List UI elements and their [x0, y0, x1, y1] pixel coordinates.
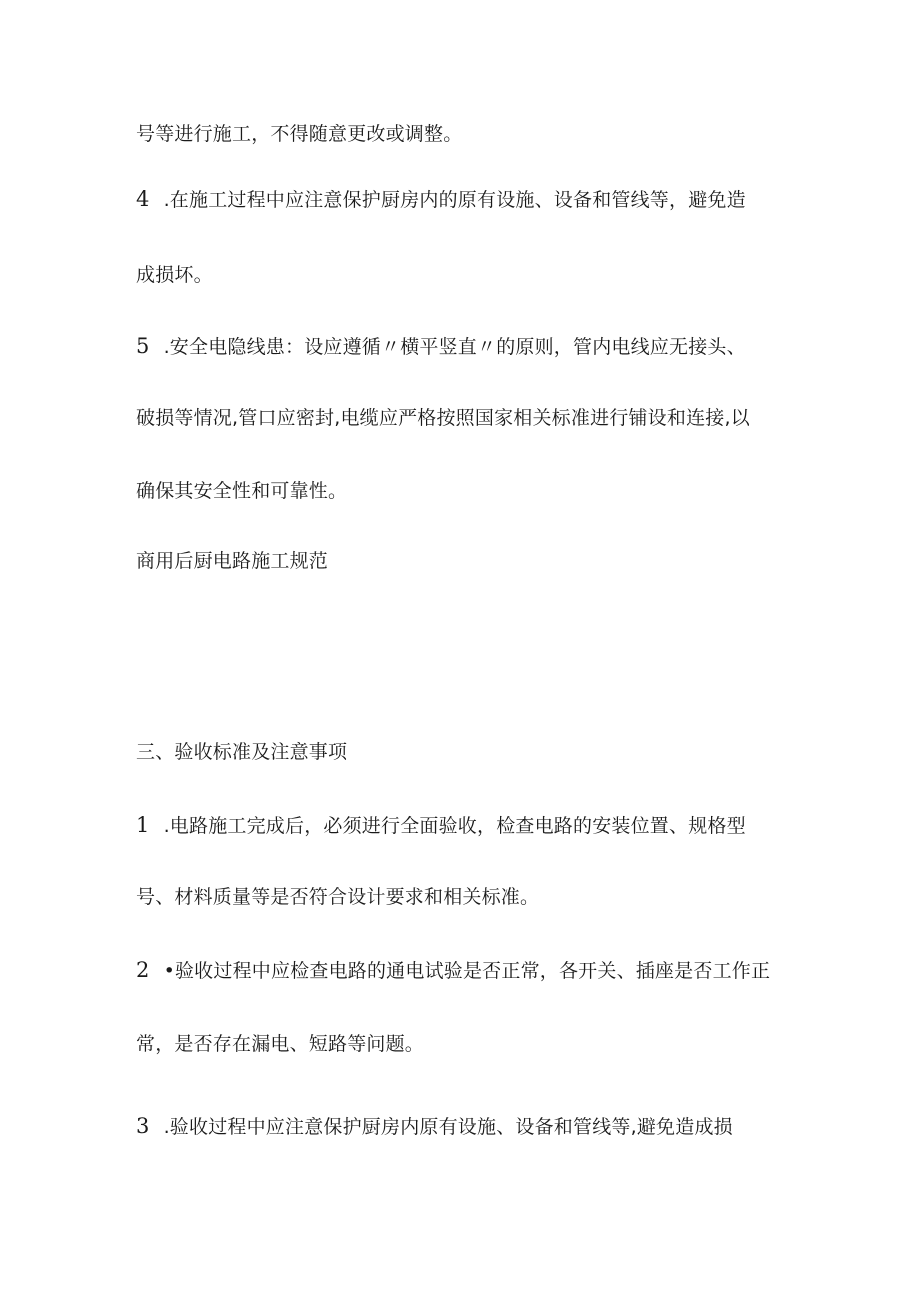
- line-text: .安全电隐线患：设应遵循〃横平竖直〃的原则，管内电线应无接头、: [163, 336, 746, 358]
- line-text: 号、材料质量等是否符合设计要求和相关标准。: [136, 886, 540, 908]
- paragraph-line: [136, 1031, 424, 1057]
- list-item-3: [136, 1113, 733, 1140]
- paragraph-line: [136, 262, 213, 288]
- line-text: .在施工过程中应注意保护厨房内的原有设施、设备和管线等，避免造: [163, 189, 746, 211]
- list-number: 2: [136, 958, 150, 982]
- paragraph-line: [136, 478, 347, 504]
- list-number: 3: [136, 1114, 150, 1138]
- paragraph-line: [136, 405, 750, 431]
- line-text: .验收过程中应注意保护厨房内原有设施、设备和管线等,避免造成损: [163, 1116, 733, 1138]
- list-item-1: [136, 812, 746, 839]
- line-text: 确保其安全性和可靠性。: [136, 480, 348, 502]
- line-text: 破损等情况,管口应密封,电缆应严格按照国家相关标准进行铺设和连接,以: [136, 407, 750, 429]
- paragraph-line: [136, 121, 462, 147]
- line-text: .电路施工完成后，必须进行全面验收，检查电路的安装位置、规格型: [163, 815, 746, 837]
- line-text: 成损坏。: [136, 264, 213, 286]
- list-item-4: [136, 186, 746, 213]
- line-text: 常，是否存在漏电、短路等问题。: [136, 1033, 425, 1055]
- list-number: 5: [136, 334, 150, 358]
- paragraph-line: [136, 884, 539, 910]
- list-number: 1: [136, 813, 150, 837]
- section-heading: [136, 739, 347, 765]
- list-item-2: [136, 957, 770, 984]
- line-text: 商用后厨电路施工规范: [136, 550, 329, 572]
- line-text: 三、验收标准及注意事项: [136, 741, 348, 763]
- line-text: 号等进行施工，不得随意更改或调整。: [136, 123, 463, 145]
- line-text: •验收过程中应检查电路的通电试验是否正常，各开关、插座是否工作正: [163, 960, 771, 982]
- page-header-title: [136, 548, 328, 574]
- list-number: 4: [136, 187, 150, 211]
- list-item-5: [136, 333, 746, 360]
